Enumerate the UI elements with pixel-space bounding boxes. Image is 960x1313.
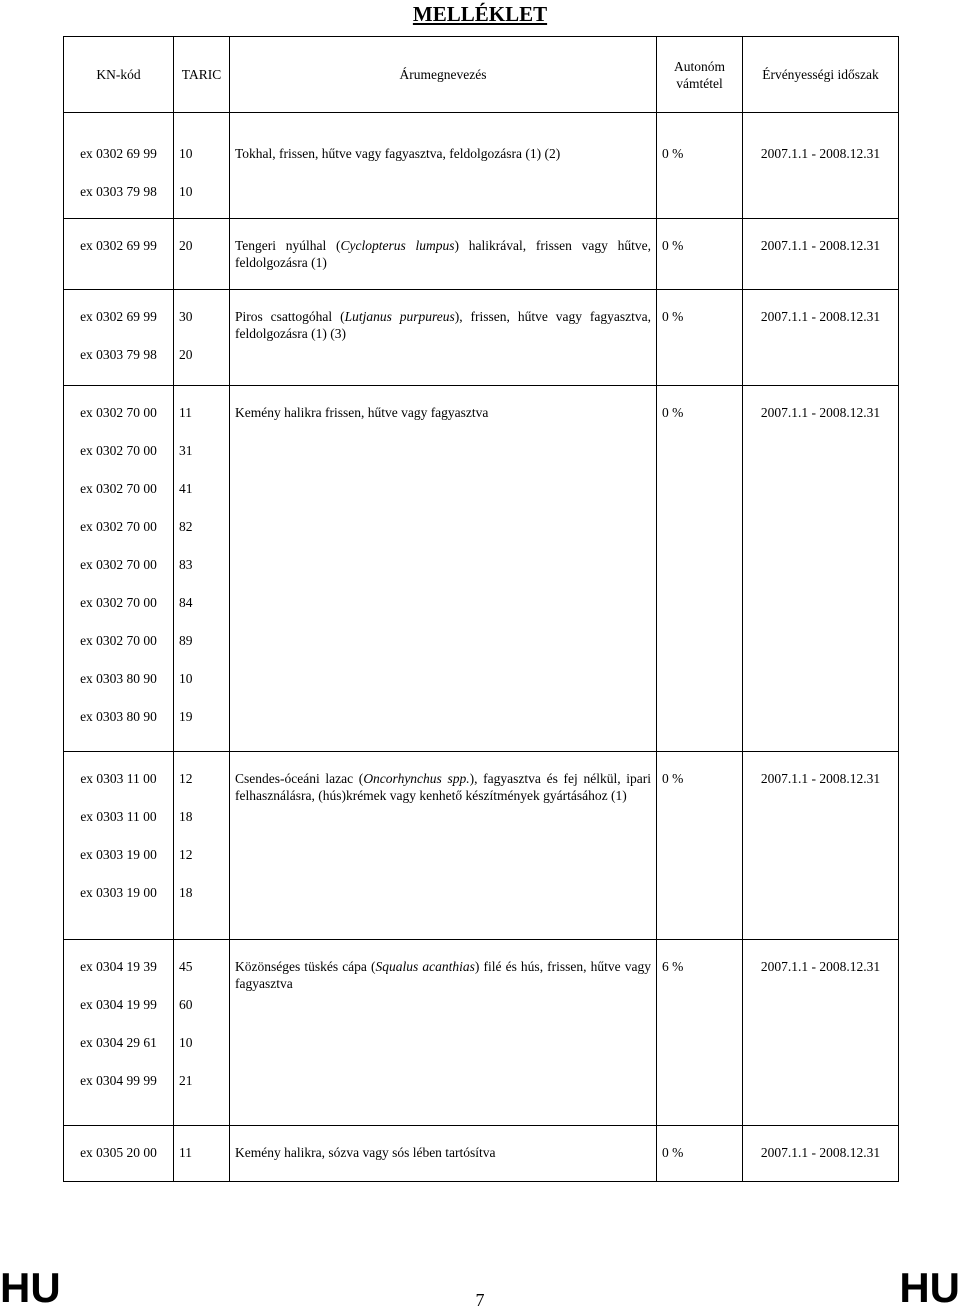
validity-period-cell <box>743 290 899 386</box>
kn-code-cell <box>64 386 174 752</box>
taric-code: 12 <box>179 847 193 862</box>
kn-code: ex 0304 29 61 <box>80 1035 157 1050</box>
species-latin-name: Lutjanus purpureus <box>344 309 455 324</box>
footer-language-right: HU <box>899 1264 960 1311</box>
species-latin-name: Squalus acanthias <box>375 959 475 974</box>
taric-code: 18 <box>179 885 193 900</box>
duty-rate-cell <box>657 113 743 219</box>
description-text-cont: ) halikrával, frissen vagy hűtve, feldolgozásra (1) <box>235 238 651 270</box>
kn-code-cell <box>64 940 174 1126</box>
kn-code: ex 0302 70 00 <box>80 633 157 648</box>
taric-code: 83 <box>179 557 193 572</box>
page-title: MELLÉKLET <box>412 2 548 26</box>
taric-code: 30 <box>179 309 193 324</box>
kn-code: ex 0302 70 00 <box>80 481 157 496</box>
kn-code: ex 0305 20 00 <box>80 1145 157 1160</box>
description-cell <box>230 752 657 940</box>
validity-period-cell <box>743 940 899 1126</box>
duty-rate-cell <box>657 290 743 386</box>
kn-code: ex 0304 19 99 <box>80 997 157 1012</box>
taric-code: 82 <box>179 519 193 534</box>
taric-code: 11 <box>179 405 192 420</box>
duty-rate: 0 % <box>662 1145 684 1160</box>
description-text: Csendes-óceáni lazac ( <box>235 771 364 786</box>
kn-code-cell <box>64 219 174 290</box>
duty-rate-cell <box>657 1126 743 1182</box>
tariff-table <box>63 36 899 1182</box>
description-cell <box>230 113 657 219</box>
kn-code-cell <box>64 1126 174 1182</box>
taric-code: 11 <box>179 1145 192 1160</box>
validity-period: 2007.1.1 - 2008.12.31 <box>760 959 881 974</box>
header-duty-rate <box>657 37 743 113</box>
validity-period: 2007.1.1 - 2008.12.31 <box>760 146 881 161</box>
duty-rate-cell <box>657 752 743 940</box>
taric-cell <box>174 386 230 752</box>
taric-code: 31 <box>179 443 193 458</box>
kn-code: ex 0303 11 00 <box>80 771 157 786</box>
taric-cell <box>174 752 230 940</box>
duty-rate: 6 % <box>662 959 684 974</box>
taric-code: 10 <box>179 1035 193 1050</box>
table-row <box>64 290 899 386</box>
kn-code: ex 0303 79 98 <box>80 347 157 362</box>
validity-period: 2007.1.1 - 2008.12.31 <box>760 405 881 420</box>
duty-rate-cell <box>657 219 743 290</box>
taric-code: 10 <box>179 184 193 199</box>
footer-language-left: HU <box>0 1264 61 1311</box>
taric-code: 84 <box>179 595 193 610</box>
description-cell <box>230 219 657 290</box>
description-text-cont: ) filé és hús, frissen, hűtve vagy fagyasztva <box>235 959 651 991</box>
kn-code: ex 0302 70 00 <box>80 405 157 420</box>
validity-period-cell <box>743 1126 899 1182</box>
kn-code: ex 0303 80 90 <box>80 671 157 686</box>
table-body <box>64 113 899 1182</box>
species-latin-name: Oncorhynchus spp. <box>363 771 470 786</box>
description-text: Piros csattogóhal ( <box>235 309 345 324</box>
description-text: Kemény halikra frissen, hűtve vagy fagyasztva <box>235 405 489 420</box>
table-row <box>64 219 899 290</box>
description-cell <box>230 1126 657 1182</box>
kn-code: ex 0302 69 99 <box>80 309 157 324</box>
footer-page-number: 7 <box>475 1290 485 1310</box>
kn-code: ex 0302 70 00 <box>80 443 157 458</box>
taric-code: 41 <box>179 481 193 496</box>
taric-cell <box>174 219 230 290</box>
description-text: Tokhal, frissen, hűtve vagy fagyasztva, feldolgozásra (1) (2) <box>235 146 561 161</box>
kn-code: ex 0302 70 00 <box>80 595 157 610</box>
description-cell <box>230 386 657 752</box>
validity-period-cell <box>743 752 899 940</box>
kn-code: ex 0302 69 99 <box>80 146 157 161</box>
header-taric: TARIC <box>174 37 230 113</box>
taric-code: 18 <box>179 809 193 824</box>
table-header-row <box>64 37 899 113</box>
species-latin-name: Cyclopterus lumpus <box>340 238 455 253</box>
duty-rate: 0 % <box>662 238 684 253</box>
duty-rate-cell <box>657 940 743 1126</box>
taric-cell <box>174 290 230 386</box>
duty-rate: 0 % <box>662 771 684 786</box>
kn-code: ex 0303 79 98 <box>80 184 157 199</box>
header-validity-period: Érvényességi időszak <box>743 37 899 113</box>
kn-code: ex 0302 69 99 <box>80 238 157 253</box>
header-description: Árumegnevezés <box>230 37 657 113</box>
validity-period: 2007.1.1 - 2008.12.31 <box>760 1145 881 1160</box>
taric-cell <box>174 1126 230 1182</box>
kn-code: ex 0302 70 00 <box>80 519 157 534</box>
kn-code: ex 0304 19 39 <box>80 959 157 974</box>
taric-code: 10 <box>179 146 193 161</box>
kn-code: ex 0303 11 00 <box>80 809 157 824</box>
duty-rate: 0 % <box>662 309 684 324</box>
description-text-cont: ), fagyasztva és fej nélkül, ipari felhasználásra, (hús)krémek vagy kenhető készítmények gyártásához (1) <box>235 771 651 803</box>
validity-period-cell <box>743 386 899 752</box>
duty-rate: 0 % <box>662 405 684 420</box>
kn-code: ex 0303 19 00 <box>80 885 157 900</box>
duty-rate: 0 % <box>662 146 684 161</box>
table-row <box>64 940 899 1126</box>
header-duty-rate-line1: Autonóm <box>673 58 725 74</box>
kn-code-cell <box>64 290 174 386</box>
kn-code-cell <box>64 752 174 940</box>
validity-period: 2007.1.1 - 2008.12.31 <box>760 238 881 253</box>
validity-period-cell <box>743 113 899 219</box>
header-kn-code: KN-kód <box>64 37 174 113</box>
header-duty-rate-line2: vámtétel <box>676 75 723 91</box>
table-row <box>64 113 899 219</box>
taric-code: 60 <box>179 997 193 1012</box>
taric-code: 45 <box>179 959 193 974</box>
description-text: Kemény halikra, sózva vagy sós lében tartósítva <box>235 1145 496 1160</box>
kn-code: ex 0302 70 00 <box>80 557 157 572</box>
taric-code: 12 <box>179 771 193 786</box>
table-row <box>64 1126 899 1182</box>
description-text: Tengeri nyúlhal ( <box>235 238 341 253</box>
validity-period: 2007.1.1 - 2008.12.31 <box>760 309 881 324</box>
taric-cell <box>174 113 230 219</box>
kn-code: ex 0304 99 99 <box>80 1073 157 1088</box>
taric-code: 21 <box>179 1073 193 1088</box>
validity-period: 2007.1.1 - 2008.12.31 <box>760 771 881 786</box>
taric-code: 20 <box>179 238 193 253</box>
table-row <box>64 386 899 752</box>
taric-code: 89 <box>179 633 193 648</box>
kn-code: ex 0303 80 90 <box>80 709 157 724</box>
taric-cell <box>174 940 230 1126</box>
duty-rate-cell <box>657 386 743 752</box>
taric-code: 10 <box>179 671 193 686</box>
kn-code: ex 0303 19 00 <box>80 847 157 862</box>
description-text: Közönséges tüskés cápa ( <box>235 959 376 974</box>
kn-code-cell <box>64 113 174 219</box>
description-cell <box>230 290 657 386</box>
taric-code: 19 <box>179 709 193 724</box>
taric-code: 20 <box>179 347 193 362</box>
table-row <box>64 752 899 940</box>
description-text-cont: ), frissen, hűtve vagy fagyasztva, feldolgozásra (1) (3) <box>235 309 651 341</box>
description-cell <box>230 940 657 1126</box>
validity-period-cell <box>743 219 899 290</box>
